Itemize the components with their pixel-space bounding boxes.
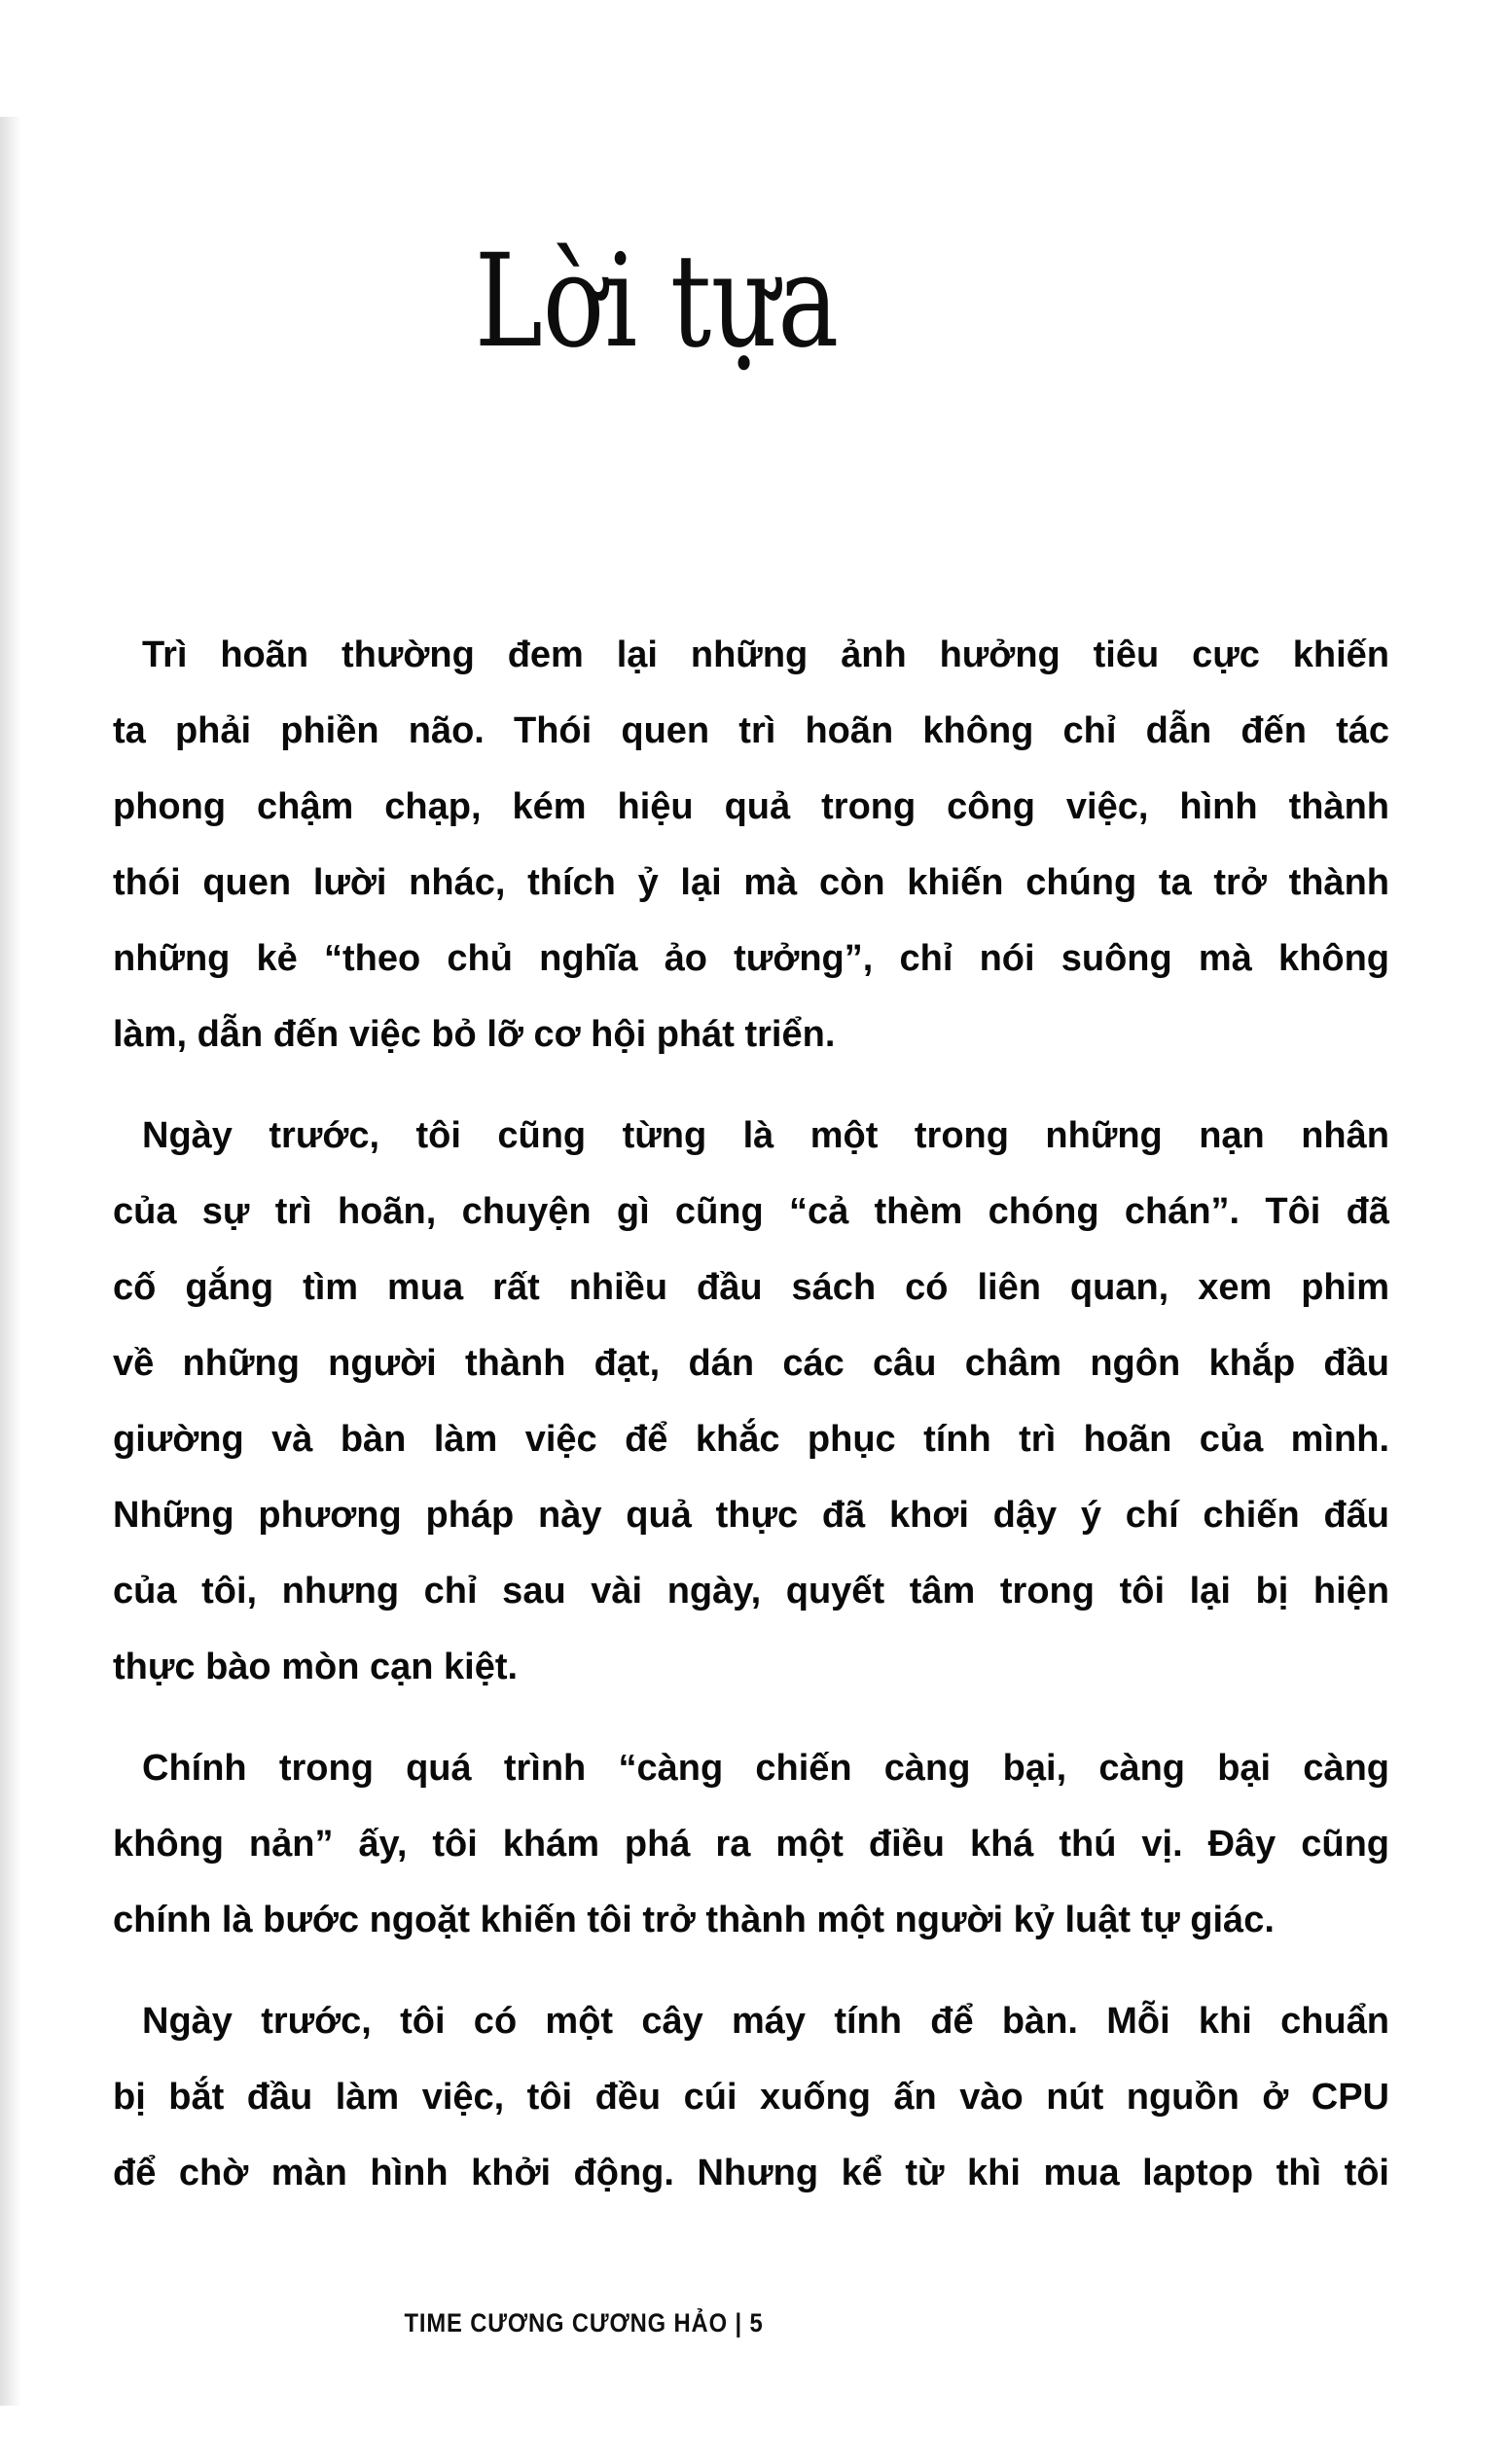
text-line: không nản” ấy, tôi khám phá ra một điều khá thú vị. Đây cũng xyxy=(113,1824,1389,1865)
text-line: làm, dẫn đến việc bỏ lỡ cơ hội phát triển. xyxy=(113,1014,836,1055)
text-line: phong chậm chạp, kém hiệu quả trong công việc, hình thành xyxy=(113,786,1389,827)
body-text xyxy=(113,617,1389,2211)
text-line: của tôi, nhưng chỉ sau vài ngày, quyết tâm trong tôi lại bị hiện xyxy=(113,1571,1389,1612)
scan-edge-shadow xyxy=(0,117,21,2406)
text-line: cố gắng tìm mua rất nhiều đầu sách có liên quan, xem phim xyxy=(113,1267,1389,1308)
paragraph xyxy=(113,1730,1389,1958)
text-line: chính là bước ngoặt khiến tôi trở thành một người kỷ luật tự giác. xyxy=(113,1900,1275,1940)
text-line: thói quen lười nhác, thích ỷ lại mà còn khiến chúng ta trở thành xyxy=(113,862,1389,903)
text-line: Những phương pháp này quả thực đã khơi dậy ý chí chiến đấu xyxy=(113,1495,1389,1536)
text-line: bị bắt đầu làm việc, tôi đều cúi xuống ấn vào nút nguồn ở CPU xyxy=(113,2077,1389,2118)
chapter-title: Lời tựa xyxy=(474,227,840,377)
text-line: Ngày trước, tôi cũng từng là một trong những nạn nhân xyxy=(142,1115,1389,1156)
paragraph xyxy=(113,617,1389,1072)
page-footer: TIME CƯƠNG CƯƠNG HẢO | 5 xyxy=(404,2308,764,2337)
text-line: Trì hoãn thường đem lại những ảnh hưởng tiêu cực khiến xyxy=(142,634,1389,675)
text-line: để chờ màn hình khởi động. Nhưng kể từ khi mua laptop thì tôi xyxy=(113,2153,1389,2193)
text-line: của sự trì hoãn, chuyện gì cũng “cả thèm chóng chán”. Tôi đã xyxy=(113,1191,1389,1232)
text-line: ta phải phiền não. Thói quen trì hoãn không chỉ dẫn đến tác xyxy=(113,710,1389,751)
text-line: giường và bàn làm việc để khắc phục tính trì hoãn của mình. xyxy=(113,1419,1389,1460)
text-line: Chính trong quá trình “càng chiến càng bại, càng bại càng xyxy=(142,1748,1389,1789)
text-line: thực bào mòn cạn kiệt. xyxy=(113,1647,519,1687)
text-line: Ngày trước, tôi có một cây máy tính để bàn. Mỗi khi chuẩn xyxy=(142,2001,1389,2042)
text-line: về những người thành đạt, dán các câu châm ngôn khắp đầu xyxy=(113,1343,1389,1384)
paragraph xyxy=(113,1098,1389,1705)
text-line: những kẻ “theo chủ nghĩa ảo tưởng”, chỉ nói suông mà không xyxy=(113,938,1389,979)
paragraph xyxy=(113,1983,1389,2211)
